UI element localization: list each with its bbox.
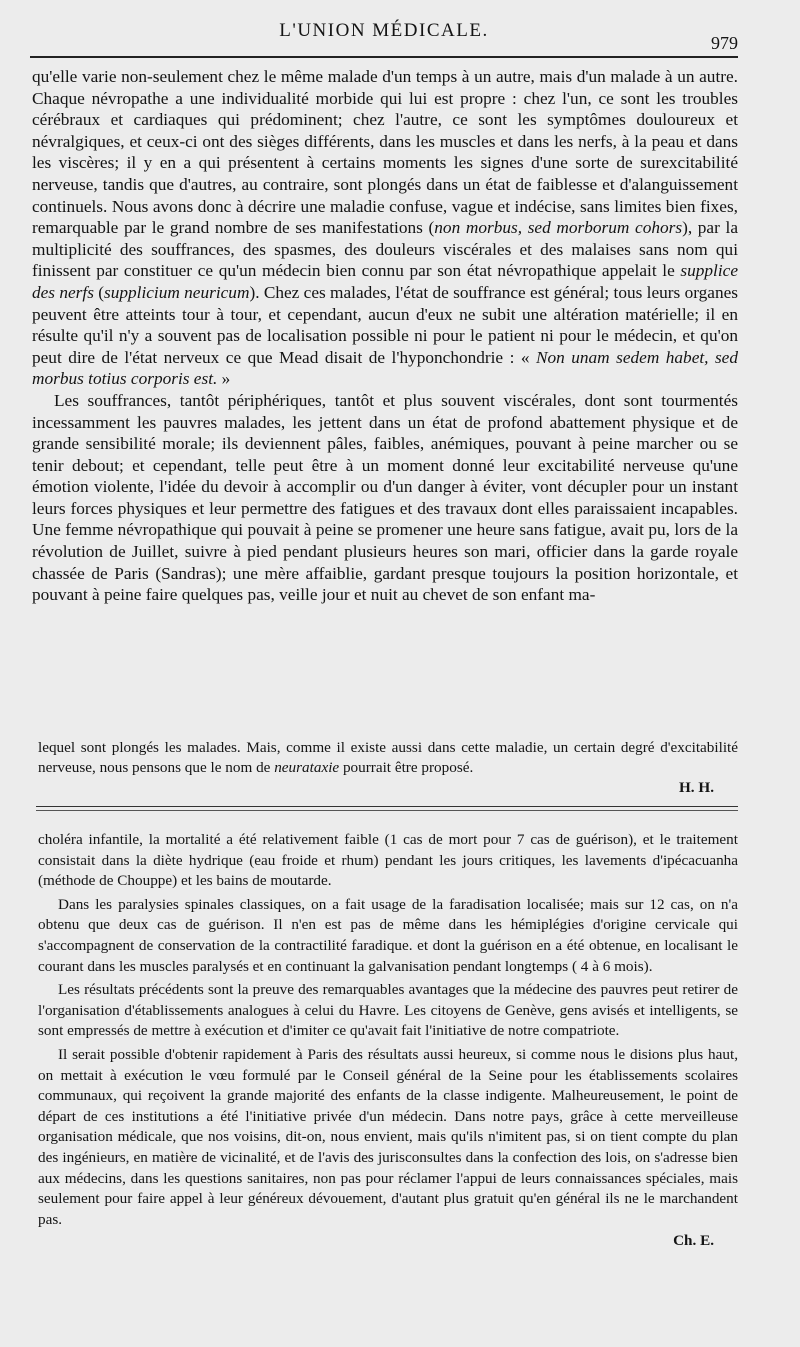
main-paragraph-1: qu'elle varie non-seulement chez le même malade d'un temps à un autre, mais d'un malade à un autre. Chaque névropathe a une individualité morbide qui lui est propre : chez l'un, ce sont les troubles cérébraux et cardiaques qui prédominent; chez l'autre, ce sont les symptômes douloureux et névralgiques, et ceux-ci ont des sièges différents, dans les muscles et dans les nerfs, à la peau et dans les viscères; il y en a qui présentent à certains moments les signes d'une sorte de surexcitabilité nerveuse, tandis que d'autres, au contraire, sont plongés dans un état de faiblesse et d'alanguissement continuels. Nous avons donc à décrire une maladie confuse, vague et indécise, sans limites bien fixes, remarquable par le grand nombre de ses manifestations (non morbus, sed morborum cohors), par la multiplicité des souffrances, des spasmes, des douleurs viscérales et des malaises sans nom qui finissent par constituer ce qu'un médecin bien connu par son état névropathique appelait le supplice des nerfs (supplicium neuricum). Chez ces malades, l'état de souffrance est général; tous leurs organes peuvent être atteints tour à tour, et cependant, aucun d'eux ne subit une altération matérielle; il en résulte qu'il n'y a souvent pas de localisation possible ni pour le patient ni pour le médecin, et qu'on peut dire de l'état nerveux ce que Mead disait de l'hyponchondrie : « Non unam sedem habet, sed morbus totius corporis est. » xyxy=(32,67,739,389)
second-article xyxy=(38,830,738,1252)
page-number: 979 xyxy=(711,33,738,53)
second-paragraph-1: choléra infantile, la mortalité a été relativement faible (1 cas de mort pour 7 cas de guérison), et le traitement consistait dans la diète hydrique (eau froide et rhum) pendant les jours critiques, les lavements d'ipécacuanha (méthode de Chouppe) et les bains de moutarde. xyxy=(38,831,738,890)
footnote-term: neurataxie xyxy=(274,758,340,776)
footnote-signature: H. H. xyxy=(678,779,714,796)
latin-phrase: non morbus, sed morborum cohors xyxy=(434,218,683,238)
running-header xyxy=(30,20,738,53)
article-signature: Ch. E. xyxy=(673,1232,714,1250)
main-paragraph-2: Les souffrances, tantôt périphériques, tantôt et plus souvent viscérales, dont sont tourmentés incessamment les pauvres malades, les jettent dans un état de profond abattement physique et de grande sensibilité morale; ils deviennent pâles, faibles, anémiques, pouvant à peine marcher ou se tenir debout; et cependant, telle peut être à un moment donné leur excitabilité nerveuse qu'une émotion violente, l'idée du devoir à accomplir ou d'un danger à éviter, vont décupler pour un instant leurs forces physiques et leur permettre des fatigues et des travaux dont elles paraissaient incapables. Une femme névropathique qui pouvait à peine se promener une heure sans fatigue, avait pu, lors de la révolution de Juillet, suivre à pied pendant plusieurs heures son mari, officier dans la garde royale chassée de Paris (Sandras); une mère affaiblie, gardant presque toujours la position horizontale, et pouvant à peine faire quelques pas, veille jour et nuit au chevet de son enfant ma- xyxy=(32,390,738,605)
second-paragraph-3: Les résultats précédents sont la preuve des remarquables avantages que la médecine des pauvres peut retirer de l'organisation d'établissements analogues à celui du Havre. Les citoyens de Genève, gens avisés et intelligents, se sont empressés de mettre à exécution et d'imiter ce qu'avait fait l'initiative de notre compatriote. xyxy=(38,981,738,1040)
main-article xyxy=(32,66,738,606)
header-rule xyxy=(30,56,738,58)
footnote xyxy=(38,738,738,798)
second-paragraph-2: Dans les paralysies spinales classiques, on a fait usage de la faradisation localisée; mais sur 12 cas, on n'a obtenu que deux cas de guérison. Il n'en est pas de même dans les hémiplégies d'origine cervicale qui s'accompagnent de conservation de la contractilité faradique. et dont la guérison en a été obtenue, en localisant le courant dans les muscles paralysés et en continuant la galvanisation pendant longtemps ( 4 à 6 mois). xyxy=(38,895,738,975)
footnote-text: lequel sont plongés les malades. Mais, comme il existe aussi dans cette maladie, un certain degré d'excitabilité nerveuse, nous pensons que le nom de neurataxie pourrait être proposé. xyxy=(38,739,738,776)
italic-phrase: supplice des nerfs xyxy=(32,261,738,302)
latin-quote: Non unam sedem habet, sed morbus totius corporis est. xyxy=(32,347,738,389)
section-divider-thin xyxy=(36,810,738,811)
section-divider xyxy=(36,806,738,807)
latin-phrase: supplicium neuricum xyxy=(104,282,250,302)
journal-title: L'UNION MÉDICALE. xyxy=(279,20,489,41)
second-paragraph-4: Il serait possible d'obtenir rapidement à Paris des résultats aussi heureux, si comme nous le disions plus haut, on mettait à exécution le vœu formulé par le Conseil général de la Seine pour les établissements scolaires communaux, qui reçoivent la grande majorité des enfants de la classe indigente. Malheureusement, le point de départ de ces institutions a été l'initiative privée d'un médecin. Dans notre pays, grâce à cette merveilleuse organisation médicale, que nos voisins, dit-on, nous envient, mais qu'ils n'imitent pas, si on tient compte du plan des ingénieurs, en matière de vicinalité, et de l'avis des jurisconsultes dans la confection des lois, on s'adresse bien aux médecins, dans les questions sanitaires, non pas pour réclamer l'appui de leurs connaissances spéciales, mais seulement pour faire appel à leur généreux dévouement, d'autant plus gratuit qu'en général ils ne le marchandent pas. xyxy=(38,1045,738,1228)
